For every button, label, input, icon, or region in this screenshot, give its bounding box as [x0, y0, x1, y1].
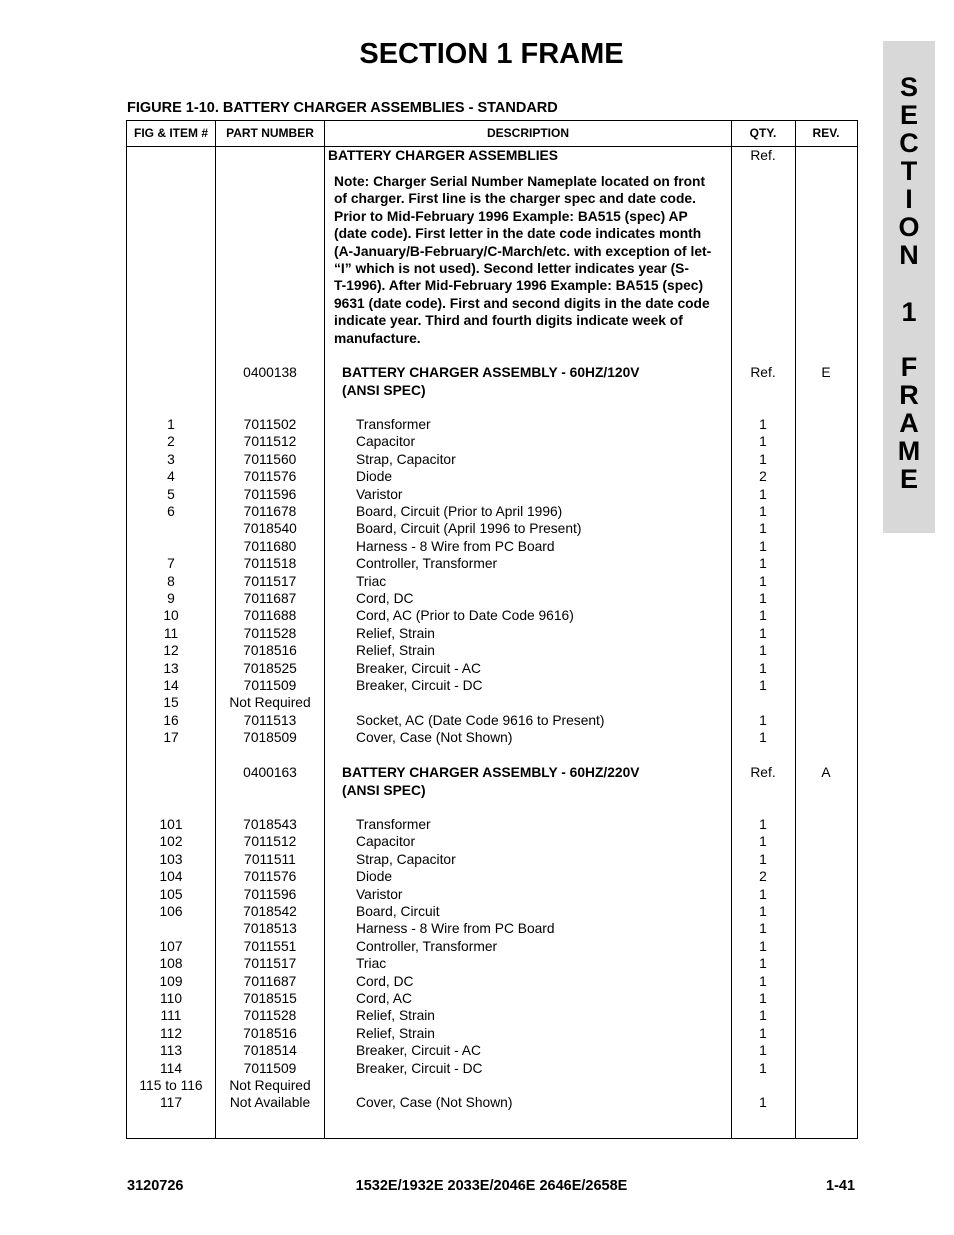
row-description: Controller, Transformer [356, 938, 498, 954]
row-description: Harness - 8 Wire from PC Board [356, 921, 555, 937]
side-tab-letter: M [897, 436, 921, 466]
row-qty: 2 [759, 869, 767, 885]
row-fig-item: 102 [159, 834, 183, 850]
row-part-number: 7011551 [243, 938, 297, 954]
row-part-number: 7011687 [243, 591, 297, 606]
row-part-number: 7011528 [243, 1008, 297, 1024]
figure-caption: FIGURE 1-10. BATTERY CHARGER ASSEMBLIES - STANDARD [127, 100, 558, 116]
row-fig-item: 105 [159, 886, 183, 902]
serial-number-note [334, 173, 729, 347]
assemblies-heading-qty: Ref. [750, 148, 776, 163]
row-description: Breaker, Circuit - AC [356, 1043, 481, 1059]
row-qty: 1 [759, 434, 767, 450]
row-fig-item: 103 [159, 851, 183, 867]
row-qty: 1 [759, 730, 767, 746]
row-description: Transformer [356, 817, 431, 832]
footer-models: 1532E/1932E 2033E/2046E 2646E/2658E [355, 1178, 628, 1194]
header-qty: QTY. [749, 126, 777, 140]
section-title: SECTION 1 FRAME [359, 38, 624, 70]
row-description: Relief, Strain [356, 1025, 435, 1041]
row-description: Diode [356, 869, 393, 885]
row-fig-item: 5 [167, 486, 175, 502]
row-part-number: Not Required [229, 1078, 311, 1093]
row-description: Capacitor [356, 434, 416, 450]
row-fig-item: 16 [163, 712, 179, 728]
assembly-rev: E [821, 365, 831, 380]
row-qty: 1 [759, 643, 767, 659]
header-part-number: PART NUMBER [226, 126, 314, 140]
row-fig-item: 1 [167, 417, 175, 432]
row-fig-item: 101 [159, 817, 183, 832]
row-qty: 1 [759, 834, 767, 850]
row-part-number: 7011517 [243, 573, 297, 589]
row-qty: 1 [759, 904, 767, 919]
row-description: Diode [356, 469, 393, 485]
side-tab-letter: I [905, 184, 913, 214]
row-fig-item: 10 [163, 608, 179, 624]
side-tab-letter: O [898, 212, 920, 242]
row-part-number: 7011512 [243, 834, 297, 850]
row-description: Relief, Strain [356, 625, 435, 641]
row-description: Transformer [356, 417, 431, 432]
row-description: Varistor [356, 886, 403, 902]
row-qty: 1 [759, 1060, 767, 1076]
assembly-description: (ANSI SPEC) [342, 383, 426, 399]
row-fig-item: 112 [160, 1025, 182, 1041]
assembly-description: BATTERY CHARGER ASSEMBLY - 60HZ/120V [342, 365, 640, 380]
row-part-number: 7011560 [243, 451, 297, 467]
row-qty: 1 [759, 678, 767, 693]
side-tab-letter: T [900, 156, 918, 186]
footer-page-number: 1-41 [826, 1178, 856, 1194]
row-fig-item: 8 [167, 573, 175, 589]
row-qty: 1 [759, 608, 767, 624]
row-description: Cord, DC [356, 973, 414, 989]
row-qty: 1 [759, 817, 767, 832]
section-side-tab [883, 41, 935, 533]
row-qty: 1 [759, 417, 767, 432]
row-description: Socket, AC (Date Code 9616 to Present) [356, 712, 605, 728]
row-description: Cord, DC [356, 591, 414, 606]
row-description: Triac [356, 573, 387, 589]
row-part-number: 7011687 [243, 973, 297, 989]
row-qty: 1 [759, 956, 767, 972]
row-qty: 1 [759, 851, 767, 867]
row-part-number: 7018516 [243, 1025, 297, 1041]
header-fig-item: FIG & ITEM # [133, 126, 208, 140]
parts-table [126, 120, 858, 1139]
side-tab-letter: A [899, 408, 919, 438]
note-line: Prior to Mid-February 1996 Example: BA515 (spec) AP [334, 208, 688, 224]
row-fig-item: 12 [163, 643, 179, 659]
note-line: Note: Charger Serial Number Nameplate located on front [334, 174, 706, 189]
side-tab-letter: E [899, 100, 918, 130]
row-fig-item: 6 [167, 504, 175, 519]
row-description: Board, Circuit (Prior to April 1996) [356, 504, 563, 519]
row-part-number: 7018515 [243, 991, 297, 1006]
row-description: Board, Circuit [356, 904, 440, 919]
row-fig-item: 2 [167, 434, 175, 450]
row-description: Cover, Case (Not Shown) [356, 1095, 513, 1111]
assembly-rev: A [821, 765, 831, 780]
row-part-number: 7011688 [243, 608, 297, 624]
assemblies-heading: BATTERY CHARGER ASSEMBLIES [328, 148, 558, 163]
row-description: Varistor [356, 486, 403, 502]
row-part-number: 7018513 [243, 921, 297, 937]
row-fig-item: 107 [159, 938, 183, 954]
row-qty: 1 [759, 556, 767, 572]
assembly-description: BATTERY CHARGER ASSEMBLY - 60HZ/220V [342, 765, 640, 780]
row-part-number: 7011678 [243, 504, 297, 519]
row-qty: 1 [759, 921, 767, 937]
row-part-number: 7011509 [243, 678, 297, 693]
row-part-number: 7018514 [243, 1043, 297, 1059]
row-description: Cord, AC (Prior to Date Code 9616) [356, 608, 574, 624]
row-fig-item: 108 [159, 956, 183, 972]
row-description: Controller, Transformer [356, 556, 498, 572]
header-rev: REV. [812, 126, 840, 140]
row-fig-item: 3 [167, 451, 175, 467]
row-fig-item: 109 [159, 973, 183, 989]
row-fig-item: 113 [160, 1043, 182, 1059]
row-qty: 1 [759, 991, 767, 1006]
row-qty: 1 [759, 1043, 767, 1059]
row-part-number: 7011502 [243, 417, 297, 432]
footer-doc-number: 3120726 [127, 1178, 184, 1194]
row-part-number: 7018543 [243, 817, 297, 832]
row-part-number: Not Required [229, 695, 311, 711]
note-line: (date code). First letter in the date code indicates month [334, 226, 702, 242]
row-fig-item: 13 [163, 660, 179, 676]
row-description: Capacitor [356, 834, 416, 850]
column-divider [795, 121, 796, 1138]
row-part-number: 7018516 [243, 643, 297, 659]
side-tab-letter: F [900, 352, 918, 382]
side-tab-letter: 1 [901, 297, 917, 327]
row-part-number: 7011509 [243, 1060, 297, 1076]
note-line: T-1996). After Mid-February 1996 Example: BA515 (spec) [334, 278, 704, 294]
row-fig-item: 11 [163, 625, 179, 641]
note-line: indicate year. Third and fourth digits indicate week of [334, 313, 683, 329]
side-tab-letter: S [899, 72, 918, 102]
row-part-number: 7011518 [243, 556, 297, 572]
row-qty: 1 [759, 1008, 767, 1024]
row-fig-item: 114 [160, 1060, 182, 1076]
row-fig-item: 117 [160, 1095, 182, 1111]
row-part-number: 7011511 [244, 851, 296, 867]
assembly-qty: Ref. [750, 765, 776, 780]
row-description: Cord, AC [356, 991, 412, 1006]
side-tab-letter: R [899, 380, 919, 410]
row-fig-item: 7 [167, 556, 175, 572]
row-qty: 1 [759, 1025, 767, 1041]
assembly-qty: Ref. [750, 365, 776, 380]
assembly-part-number: 0400138 [243, 365, 297, 380]
row-qty: 1 [759, 573, 767, 589]
header-description: DESCRIPTION [486, 126, 569, 140]
row-qty: 1 [759, 1095, 767, 1111]
row-description: Relief, Strain [356, 1008, 435, 1024]
row-part-number: 7011596 [243, 486, 297, 502]
note-line: “I” which is not used). Second letter indicates year (S- [334, 261, 689, 277]
row-qty: 1 [759, 886, 767, 902]
row-qty: 1 [759, 521, 767, 537]
note-line: (A-January/B-February/C-March/etc. with exception of let- [334, 243, 712, 259]
row-qty: 1 [759, 938, 767, 954]
row-description: Breaker, Circuit - DC [356, 1060, 483, 1076]
assembly-part-number: 0400163 [243, 765, 297, 780]
row-qty: 1 [759, 660, 767, 676]
assembly-description: (ANSI SPEC) [342, 783, 426, 799]
row-fig-item: 4 [167, 469, 175, 485]
note-line: 9631 (date code). First and second digits in the date code [334, 295, 710, 311]
row-qty: 1 [759, 504, 767, 519]
row-part-number: 7011513 [243, 712, 297, 728]
row-fig-item: 106 [159, 904, 183, 919]
row-description: Triac [356, 956, 387, 972]
row-fig-item: 104 [159, 869, 183, 885]
row-part-number: 7011528 [243, 625, 297, 641]
row-qty: 1 [759, 486, 767, 502]
row-part-number: 7018542 [243, 904, 297, 919]
row-part-number: 7018509 [243, 730, 297, 746]
row-description: Relief, Strain [356, 643, 435, 659]
row-description: Board, Circuit (April 1996 to Present) [356, 521, 582, 537]
row-fig-item: 15 [163, 695, 179, 711]
row-qty: 1 [759, 712, 767, 728]
row-fig-item: 115 to 116 [139, 1078, 203, 1093]
side-tab-letter: E [899, 464, 918, 494]
row-fig-item: 14 [163, 678, 179, 693]
row-description: Breaker, Circuit - AC [356, 660, 481, 676]
column-divider [324, 121, 325, 1138]
row-description: Cover, Case (Not Shown) [356, 730, 513, 746]
row-description: Strap, Capacitor [356, 851, 456, 867]
row-fig-item: 17 [163, 730, 179, 746]
row-part-number: 7011517 [243, 956, 297, 972]
row-description: Harness - 8 Wire from PC Board [356, 538, 555, 554]
row-fig-item: 9 [167, 591, 175, 606]
row-fig-item: 110 [160, 991, 182, 1006]
row-qty: 1 [759, 591, 767, 606]
side-tab-letter: C [899, 128, 919, 158]
row-part-number: 7018525 [243, 660, 297, 676]
row-qty: 1 [759, 451, 767, 467]
row-part-number: 7011576 [243, 869, 297, 885]
row-qty: 1 [759, 973, 767, 989]
side-tab-letter: N [899, 240, 919, 270]
row-part-number: 7011596 [243, 886, 297, 902]
note-line: of charger. First line is the charger spec and date code. [334, 191, 696, 207]
table-header-row [127, 121, 857, 147]
row-part-number: 7011680 [243, 538, 297, 554]
row-description: Strap, Capacitor [356, 451, 456, 467]
row-part-number: 7011512 [243, 434, 297, 450]
row-fig-item: 111 [160, 1008, 182, 1024]
note-line: manufacture. [334, 330, 421, 346]
row-qty: 1 [759, 538, 767, 554]
row-part-number: Not Available [229, 1095, 311, 1111]
row-qty: 1 [759, 625, 767, 641]
row-part-number: 7018540 [243, 521, 297, 537]
row-part-number: 7011576 [243, 469, 297, 485]
row-description: Breaker, Circuit - DC [356, 678, 483, 693]
row-qty: 2 [759, 469, 767, 485]
